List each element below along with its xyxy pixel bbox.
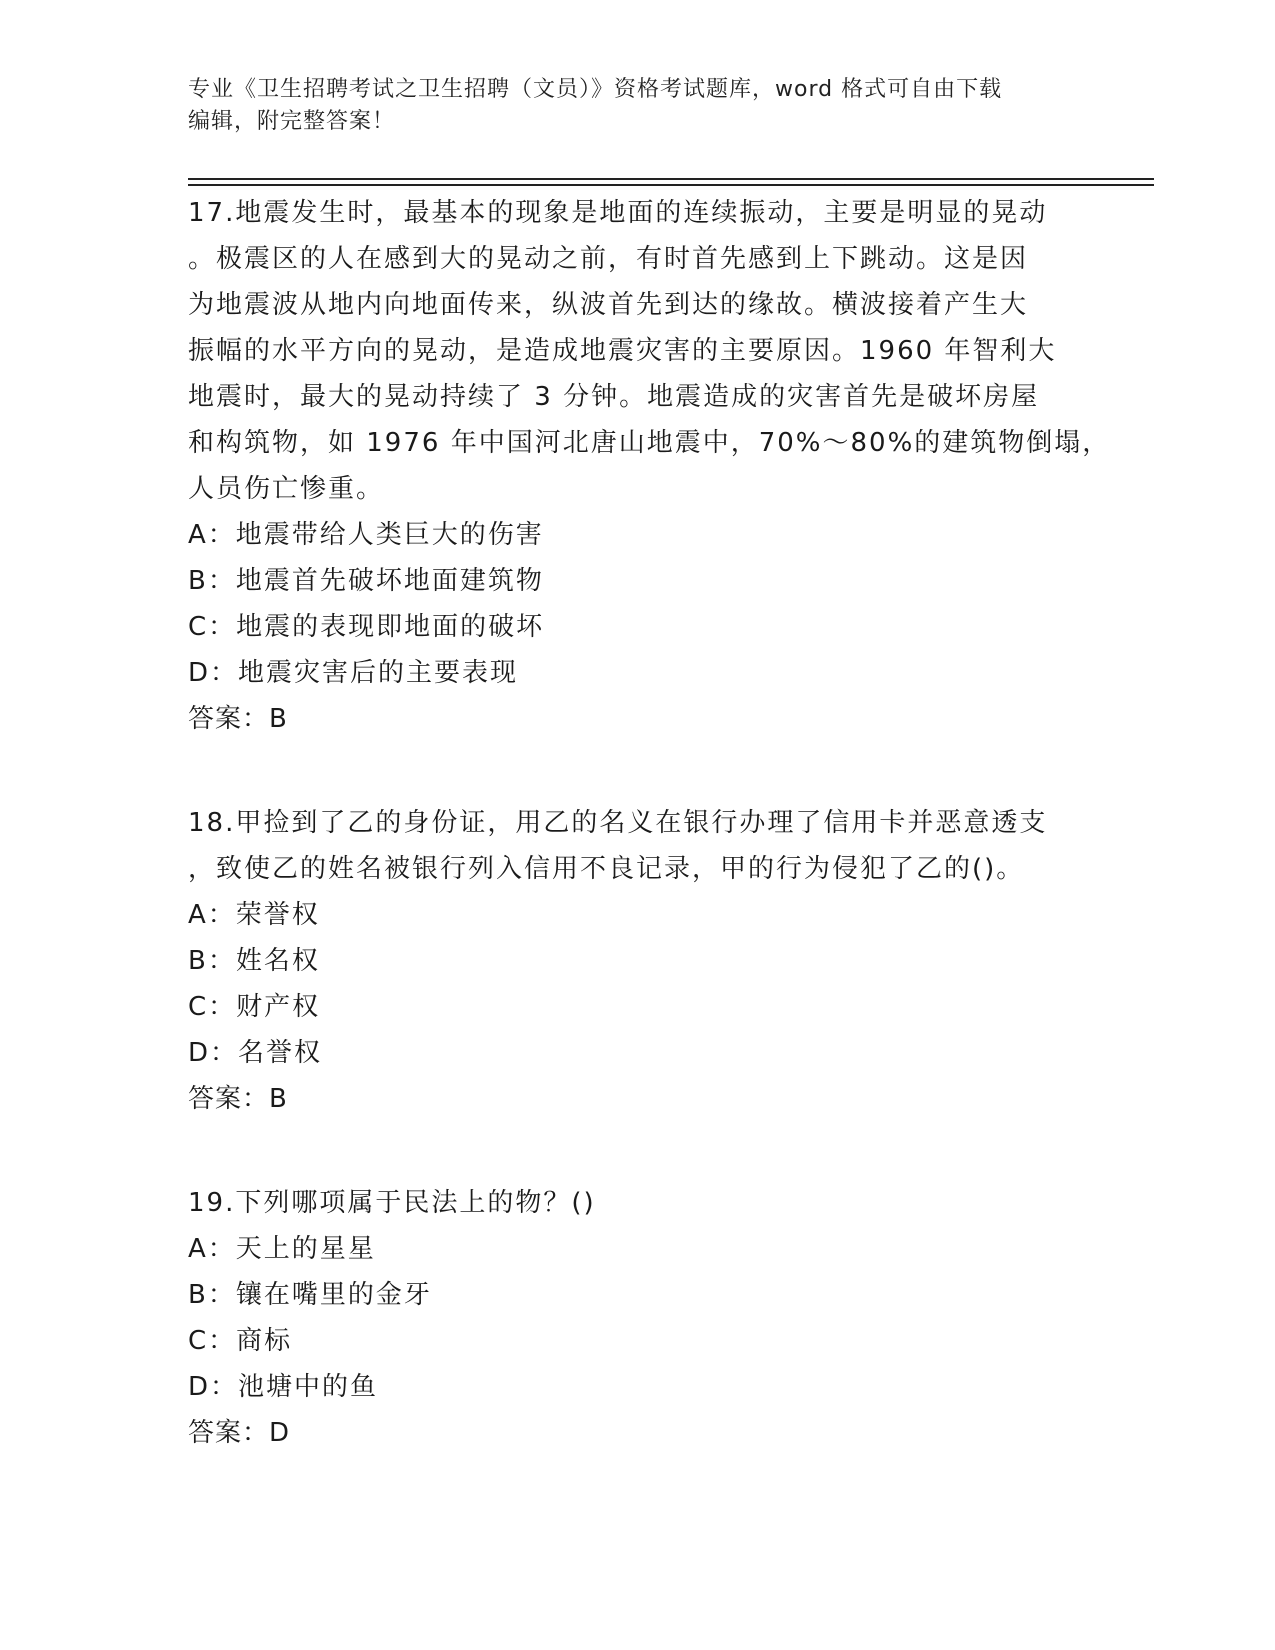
question-line: 19.下列哪项属于民法上的物？() [188,1188,596,1218]
question-line: 17.地震发生时，最基本的现象是地面的连续振动，主要是明显的晃动 [188,198,1048,228]
document-header [188,74,1088,138]
question-stem [188,800,1088,892]
question-list [188,190,1111,1456]
question-line: 人员伤亡惨重。 [188,474,385,504]
option-c: C：地震的表现即地面的破坏 [188,612,545,642]
option-a: A：地震带给人类巨大的伤害 [188,520,544,550]
option-b: B：地震首先破坏地面建筑物 [188,566,544,596]
option-d: D：名誉权 [188,1038,323,1068]
header-divider-top [188,178,1154,180]
question-line: 18.甲捡到了乙的身份证，用乙的名义在银行办理了信用卡并恶意透支 [188,808,1048,838]
answer-label: 答案：B [188,704,288,734]
question-18 [188,800,1088,1122]
question-line: 为地震波从地内向地面传来，纵波首先到达的缘故。横波接着产生大 [188,290,1029,320]
header-line-2: 编辑，附完整答案！ [188,109,396,134]
question-line: 地震时，最大的晃动持续了 3 分钟。地震造成的灾害首先是破坏房屋 [188,382,1040,412]
question-17 [188,190,1111,742]
option-d: D：地震灾害后的主要表现 [188,658,519,688]
option-a: A：荣誉权 [188,900,320,930]
question-line: ，致使乙的姓名被银行列入信用不良记录，甲的行为侵犯了乙的()。 [188,854,1025,884]
option-c: C：财产权 [188,992,321,1022]
answer-label: 答案：B [188,1084,288,1114]
header-line-1: 专业《卫生招聘考试之卫生招聘（文员）》资格考试题库，word 格式可自由下载 [188,77,1003,102]
question-line: 。极震区的人在感到大的晃动之前，有时首先感到上下跳动。这是因 [188,244,1029,274]
question-line: 和构筑物，如 1976 年中国河北唐山地震中，70%～80%的建筑物倒塌， [188,428,1111,458]
question-stem [188,190,1111,512]
option-b: B：镶在嘴里的金牙 [188,1280,432,1310]
question-gap [188,742,1088,800]
header-divider-bottom [188,184,1154,186]
question-19 [188,1180,1088,1456]
question-stem [188,1180,1088,1226]
option-c: C：商标 [188,1326,293,1356]
option-a: A：天上的星星 [188,1234,376,1264]
answer-label: 答案：D [188,1418,291,1448]
question-line: 振幅的水平方向的晃动，是造成地震灾害的主要原因。1960 年智利大 [188,336,1057,366]
option-b: B：姓名权 [188,946,320,976]
option-d: D：池塘中的鱼 [188,1372,379,1402]
question-gap [188,1122,1088,1180]
